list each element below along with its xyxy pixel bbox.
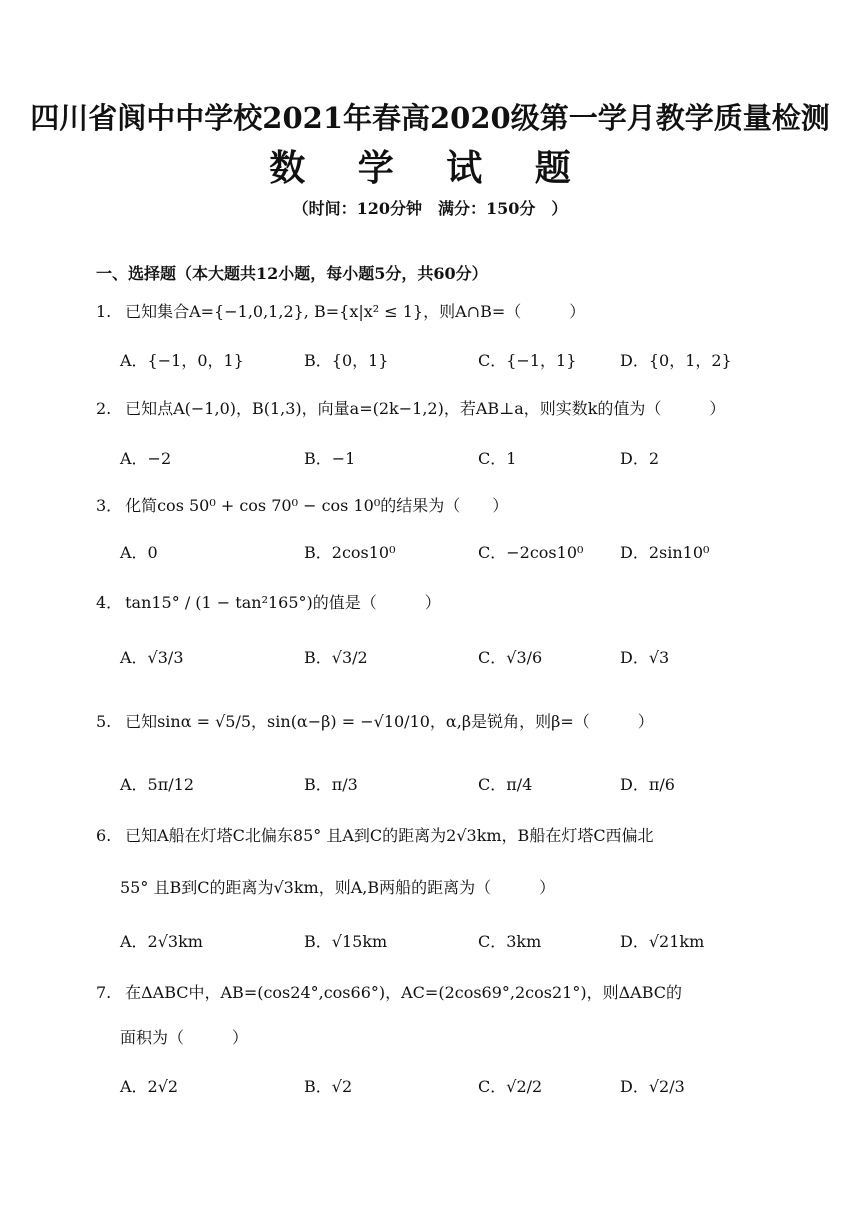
option-a[interactable]: A．2√3km (120, 932, 203, 951)
question-3 (96, 493, 776, 516)
option-b[interactable]: B．−1 (304, 449, 356, 468)
question-stem: 已知A船在灯塔C北偏东85° 且A到C的距离为2√3km，B船在灯塔C西偏北 (125, 826, 654, 845)
option-a[interactable]: A．{−1，0，1} (120, 351, 244, 370)
question-stem-continued: 55° 且B到C的距离为√3km，则A,B两船的距离为（ ） (120, 878, 556, 897)
question-stem: 已知sinα = √5/5，sin(α−β) = −√10/10，α,β是锐角，则β=（ ） (125, 712, 654, 731)
option-c[interactable]: C．3km (478, 932, 542, 951)
question-stem: 已知点A(−1,0)，B(1,3)，向量a=(2k−1,2)，若AB⊥a，则实数k的值为（ ） (125, 399, 726, 418)
question-7 (96, 980, 776, 1003)
option-c[interactable]: C．√3/6 (478, 648, 543, 667)
question-6-continued (120, 875, 800, 898)
question-4-options (120, 645, 760, 685)
question-2-options (120, 446, 760, 486)
question-number: 5. (96, 712, 112, 731)
question-stem-continued: 面积为（ ） (120, 1028, 249, 1047)
question-1-options (120, 348, 760, 388)
option-a[interactable]: A．√3/3 (120, 648, 184, 667)
question-5 (96, 709, 776, 732)
option-a[interactable]: A．2√2 (120, 1077, 179, 1096)
question-number: 4． (96, 593, 123, 612)
option-c[interactable]: C．−2cos10⁰ (478, 543, 584, 562)
question-2 (96, 396, 776, 419)
question-4 (96, 590, 776, 613)
question-7-options (120, 1074, 760, 1114)
option-c[interactable]: C．{−1，1} (478, 351, 577, 370)
question-3-options (120, 540, 760, 580)
option-b[interactable]: B．√15km (304, 932, 388, 951)
option-b[interactable]: B．2cos10⁰ (304, 543, 396, 562)
question-stem: 化简cos 50⁰ + cos 70⁰ − cos 10⁰的结果为（ ） (125, 496, 509, 515)
option-d[interactable]: D．π/6 (620, 775, 675, 794)
question-5-options (120, 772, 760, 812)
subject-title: 数 学 试 题 (269, 148, 591, 189)
section-heading: 一、选择题（本大题共12小题，每小题5分，共60分） (96, 264, 488, 283)
question-6 (96, 823, 776, 846)
question-7-continued (120, 1025, 800, 1048)
option-d[interactable]: D．√3 (620, 648, 670, 667)
option-b[interactable]: B．√3/2 (304, 648, 368, 667)
option-b[interactable]: B．{0，1} (304, 351, 389, 370)
question-1 (96, 299, 776, 322)
option-d[interactable]: D．{0，1，2} (620, 351, 732, 370)
question-stem: tan15° / (1 − tan²165°)的值是（ ） (125, 593, 441, 612)
option-b[interactable]: B．π/3 (304, 775, 358, 794)
option-c[interactable]: C．√2/2 (478, 1077, 543, 1096)
question-number: 3． (96, 496, 123, 515)
school-title: 四川省阆中中学校2021年春高2020级第一学月教学质量检测 (30, 101, 830, 135)
question-stem: 在ΔABC中，AB=(cos24°,cos66°)，AC=(2cos69°,2cos21°)，则ΔABC的 (125, 983, 682, 1002)
option-a[interactable]: A．5π/12 (120, 775, 195, 794)
option-d[interactable]: D．2sin10⁰ (620, 543, 710, 562)
question-number: 2. (96, 399, 112, 418)
option-d[interactable]: D．√2/3 (620, 1077, 685, 1096)
question-number: 1. (96, 302, 112, 321)
option-d[interactable]: D．2 (620, 449, 660, 468)
question-number: 7. (96, 983, 112, 1002)
option-b[interactable]: B．√2 (304, 1077, 353, 1096)
question-stem: 已知集合A={−1,0,1,2}, B={x|x² ≤ 1}，则A∩B=（ ） (125, 302, 586, 321)
question-number: 6. (96, 826, 112, 845)
option-a[interactable]: A．0 (120, 543, 158, 562)
option-d[interactable]: D．√21km (620, 932, 705, 951)
option-c[interactable]: C．π/4 (478, 775, 533, 794)
question-6-options (120, 929, 760, 969)
exam-info: （时间：120分钟 满分：150分 ） (292, 199, 568, 218)
option-c[interactable]: C．1 (478, 449, 517, 468)
option-a[interactable]: A．−2 (120, 449, 172, 468)
